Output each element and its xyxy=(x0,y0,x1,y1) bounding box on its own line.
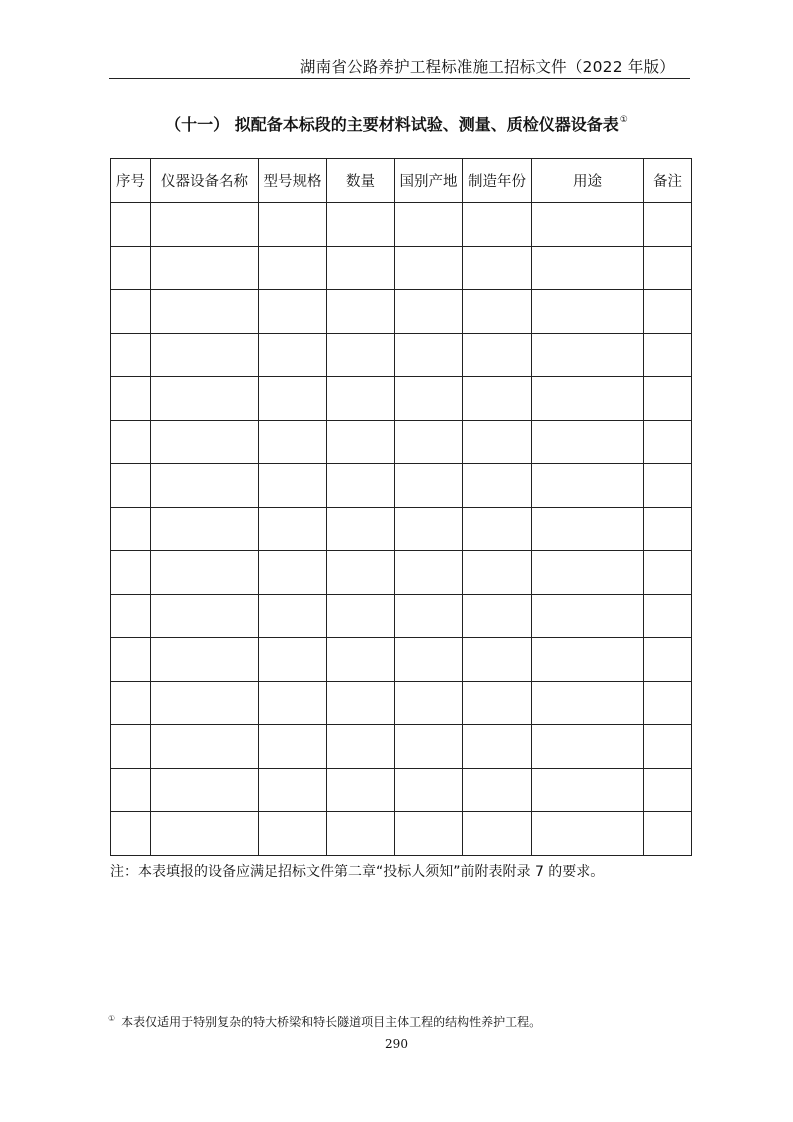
table-cell xyxy=(259,246,327,290)
table-cell xyxy=(395,464,463,508)
table-cell xyxy=(463,594,532,638)
table-cell xyxy=(532,290,644,334)
table-cell xyxy=(463,464,532,508)
table-cell xyxy=(111,812,151,856)
table-cell xyxy=(532,812,644,856)
table-cell xyxy=(644,681,692,725)
table-cell xyxy=(111,290,151,334)
table-cell xyxy=(327,594,395,638)
table-cell xyxy=(327,507,395,551)
table-cell xyxy=(259,725,327,769)
table-cell xyxy=(327,246,395,290)
table-cell xyxy=(395,638,463,682)
table-row xyxy=(111,725,692,769)
table-cell xyxy=(111,507,151,551)
table-cell xyxy=(111,551,151,595)
table-cell xyxy=(151,290,259,334)
running-header: 湖南省公路养护工程标准施工招标文件（2022 年版） xyxy=(299,58,675,76)
table-cell xyxy=(395,725,463,769)
table-cell xyxy=(151,681,259,725)
column-header-name: 仪器设备名称 xyxy=(151,159,259,203)
table-cell xyxy=(463,551,532,595)
table-cell xyxy=(532,507,644,551)
table-cell xyxy=(395,507,463,551)
table-cell xyxy=(644,551,692,595)
table-cell xyxy=(259,768,327,812)
table-cell xyxy=(111,681,151,725)
table-cell xyxy=(259,203,327,247)
table-row xyxy=(111,464,692,508)
table-cell xyxy=(151,246,259,290)
table-cell xyxy=(111,246,151,290)
column-header-year: 制造年份 xyxy=(463,159,532,203)
table-cell xyxy=(151,507,259,551)
column-header-quantity: 数量 xyxy=(327,159,395,203)
table-cell xyxy=(151,594,259,638)
table-cell xyxy=(327,333,395,377)
table-cell xyxy=(327,420,395,464)
table-cell xyxy=(111,725,151,769)
table-row xyxy=(111,551,692,595)
table-cell xyxy=(259,681,327,725)
table-cell xyxy=(532,638,644,682)
table-body xyxy=(111,203,692,856)
table-row xyxy=(111,246,692,290)
table-cell xyxy=(327,290,395,334)
table-cell xyxy=(259,464,327,508)
table-cell xyxy=(111,638,151,682)
table-cell xyxy=(395,812,463,856)
footnote-text: 本表仅适用于特别复杂的特大桥梁和特长隧道项目主体工程的结构性养护工程。 xyxy=(121,1015,542,1029)
title-text: （十一） 拟配备本标段的主要材料试验、测量、质检仪器设备表 xyxy=(165,115,619,134)
table-cell xyxy=(259,333,327,377)
table-cell xyxy=(151,377,259,421)
column-header-origin: 国别产地 xyxy=(395,159,463,203)
table-cell xyxy=(327,551,395,595)
table-cell xyxy=(111,420,151,464)
table-row xyxy=(111,507,692,551)
table-cell xyxy=(327,812,395,856)
table-cell xyxy=(327,464,395,508)
table-cell xyxy=(151,203,259,247)
table-row xyxy=(111,681,692,725)
table-cell xyxy=(463,725,532,769)
column-header-model: 型号规格 xyxy=(259,159,327,203)
table-cell xyxy=(532,551,644,595)
page-number: 290 xyxy=(385,1037,408,1051)
table-cell xyxy=(395,246,463,290)
table-cell xyxy=(463,290,532,334)
table-cell xyxy=(532,333,644,377)
column-header-index: 序号 xyxy=(111,159,151,203)
table-cell xyxy=(463,246,532,290)
table-cell xyxy=(644,246,692,290)
table-cell xyxy=(151,464,259,508)
table-cell xyxy=(395,290,463,334)
table-cell xyxy=(111,594,151,638)
table-cell xyxy=(259,377,327,421)
table-row xyxy=(111,638,692,682)
table-cell xyxy=(463,768,532,812)
table-cell xyxy=(532,203,644,247)
equipment-table xyxy=(110,158,692,856)
table-cell xyxy=(644,333,692,377)
footnote xyxy=(108,1013,541,1030)
table-cell xyxy=(327,725,395,769)
table-cell xyxy=(644,290,692,334)
table-cell xyxy=(463,681,532,725)
table-cell xyxy=(151,768,259,812)
table-cell xyxy=(259,551,327,595)
table-cell xyxy=(151,638,259,682)
table-cell xyxy=(644,420,692,464)
table-cell xyxy=(644,768,692,812)
table-cell xyxy=(463,638,532,682)
table-row xyxy=(111,290,692,334)
table-row xyxy=(111,594,692,638)
table-cell xyxy=(111,768,151,812)
table-cell xyxy=(111,464,151,508)
page-title xyxy=(0,112,793,135)
table-cell xyxy=(151,551,259,595)
table-cell xyxy=(532,768,644,812)
table-cell xyxy=(151,725,259,769)
table-cell xyxy=(532,725,644,769)
table-cell xyxy=(463,420,532,464)
table-row xyxy=(111,420,692,464)
table-cell xyxy=(463,507,532,551)
table-cell xyxy=(395,420,463,464)
table-cell xyxy=(111,333,151,377)
table-cell xyxy=(259,290,327,334)
table-row xyxy=(111,377,692,421)
footnote-mark: ① xyxy=(108,1014,116,1023)
table-cell xyxy=(532,420,644,464)
table-row xyxy=(111,768,692,812)
table-row xyxy=(111,812,692,856)
title-footnote-mark: ① xyxy=(619,115,628,125)
table-cell xyxy=(395,768,463,812)
table-cell xyxy=(151,812,259,856)
table-cell xyxy=(259,420,327,464)
table-cell xyxy=(395,377,463,421)
table-cell xyxy=(327,681,395,725)
table-header-row xyxy=(111,159,692,203)
table-cell xyxy=(644,725,692,769)
table-cell xyxy=(395,681,463,725)
table-cell xyxy=(463,812,532,856)
table-cell xyxy=(259,812,327,856)
table-cell xyxy=(644,638,692,682)
table-cell xyxy=(259,594,327,638)
table-cell xyxy=(532,594,644,638)
column-header-remarks: 备注 xyxy=(644,159,692,203)
table-cell xyxy=(644,203,692,247)
table-cell xyxy=(395,594,463,638)
table-cell xyxy=(644,464,692,508)
table-cell xyxy=(532,377,644,421)
table-cell xyxy=(327,203,395,247)
table-row xyxy=(111,203,692,247)
column-header-purpose: 用途 xyxy=(532,159,644,203)
table-cell xyxy=(532,246,644,290)
table-cell xyxy=(644,594,692,638)
table-cell xyxy=(395,203,463,247)
table-cell xyxy=(395,333,463,377)
table-cell xyxy=(259,507,327,551)
table-cell xyxy=(644,377,692,421)
table-cell xyxy=(259,638,327,682)
header-rule xyxy=(109,78,690,79)
table-cell xyxy=(532,464,644,508)
table-cell xyxy=(151,333,259,377)
table-cell xyxy=(644,507,692,551)
table-cell xyxy=(532,681,644,725)
table-cell xyxy=(644,812,692,856)
table-cell xyxy=(463,333,532,377)
table-cell xyxy=(327,768,395,812)
table-cell xyxy=(463,377,532,421)
table-row xyxy=(111,333,692,377)
table-cell xyxy=(111,377,151,421)
table-cell xyxy=(111,203,151,247)
table-cell xyxy=(395,551,463,595)
table-cell xyxy=(327,638,395,682)
table-cell xyxy=(463,203,532,247)
table-cell xyxy=(327,377,395,421)
table-note: 注：本表填报的设备应满足招标文件第二章“投标人须知”前附表附录 7 的要求。 xyxy=(110,864,605,880)
table-cell xyxy=(151,420,259,464)
